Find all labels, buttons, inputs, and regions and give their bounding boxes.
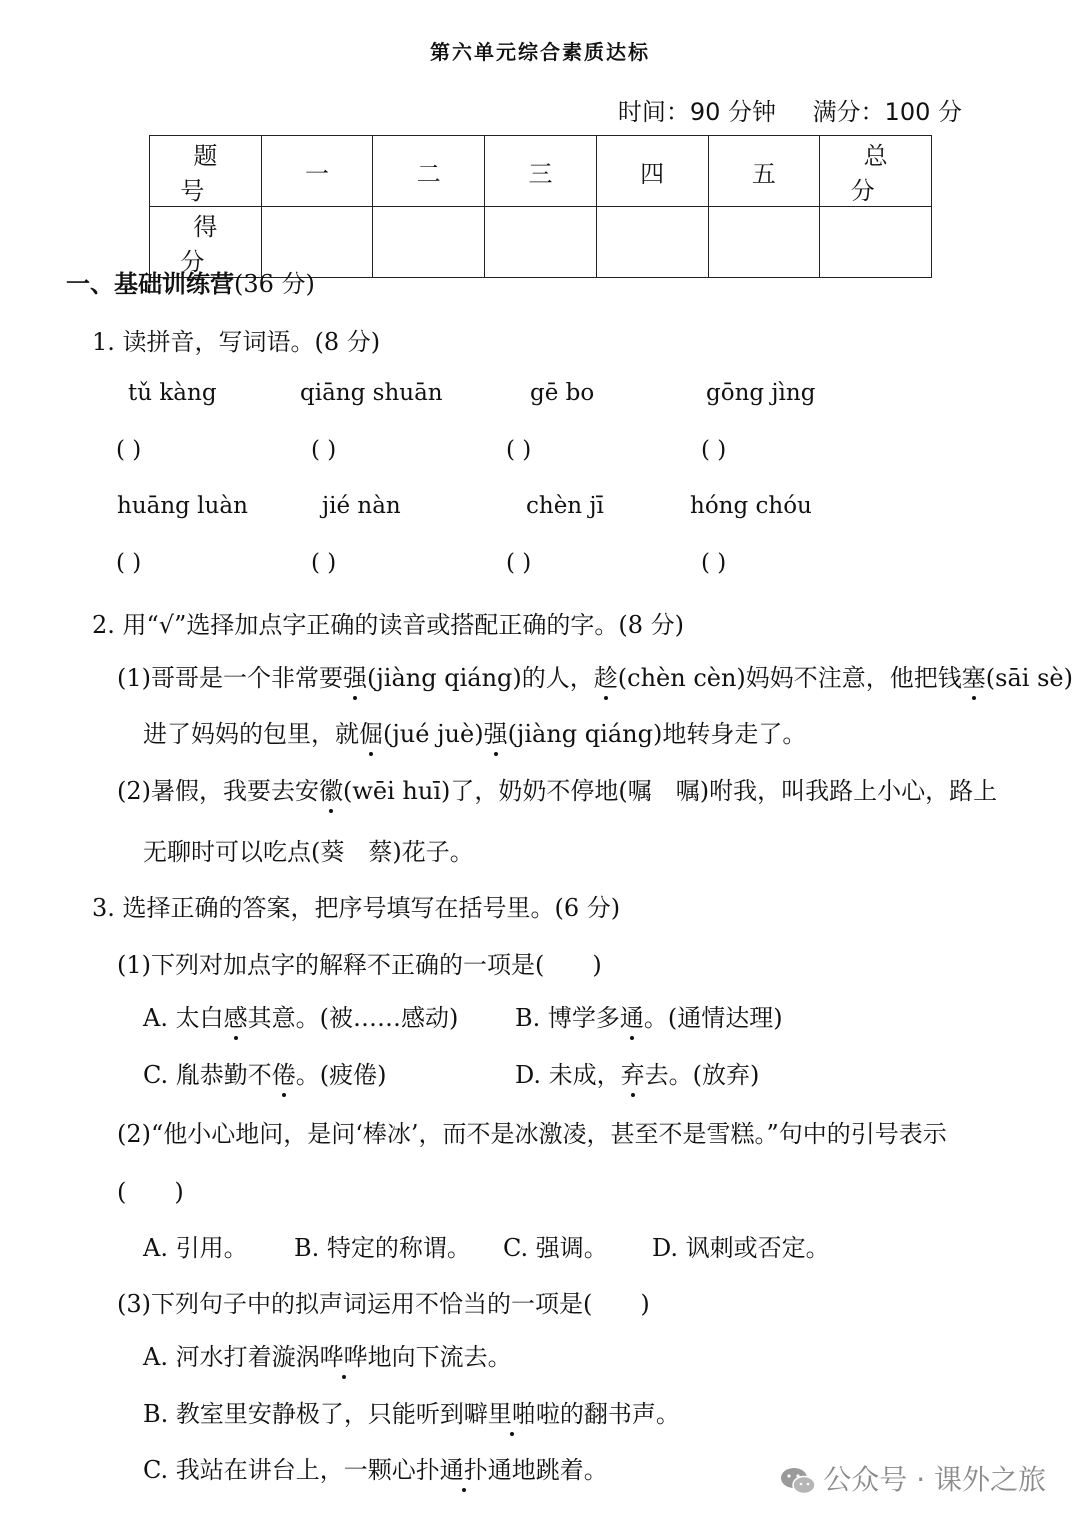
text: A. 河水打着漩涡	[143, 1343, 320, 1371]
wechat-icon	[779, 1466, 817, 1496]
header-cell: 一	[261, 136, 373, 207]
text: (jué juè)	[383, 720, 484, 748]
text: D. 未成，	[515, 1061, 621, 1089]
text: 。(疲倦)	[295, 1061, 387, 1089]
score-table-header-row	[150, 136, 932, 207]
text: (jiàng qiáng)的人，	[367, 664, 594, 692]
score-cell[interactable]	[485, 207, 597, 278]
q2-item2-line2: 无聊时可以吃点(葵 蔡)花子。	[143, 838, 474, 866]
time-label: 时间：90 分钟	[617, 98, 777, 126]
option-d[interactable]	[515, 1055, 759, 1090]
dotted-chars: 扑通扑通	[416, 1450, 512, 1485]
dotted-char: 弃	[621, 1055, 645, 1090]
text: 去。(放弃)	[644, 1061, 760, 1089]
q3-sub2-line2[interactable]: ( )	[117, 1178, 184, 1206]
text: 地跳着。	[511, 1456, 608, 1484]
dotted-char: 塞	[962, 658, 986, 693]
option-b[interactable]	[143, 1394, 680, 1429]
option-a[interactable]: A. 引用。	[143, 1234, 248, 1262]
q3-prompt: 3. 选择正确的答案，把序号填写在括号里。(6 分)	[92, 894, 621, 922]
score-cell[interactable]	[596, 207, 708, 278]
pinyin: tǔ kàng	[128, 380, 217, 406]
answer-blank[interactable]: ( )	[701, 437, 727, 463]
text: 地向下流去。	[367, 1343, 512, 1371]
dotted-char: 感	[224, 998, 248, 1033]
score-table	[149, 135, 932, 278]
score-row-label: 得分	[150, 207, 262, 278]
text: (2)暑假，我要去安	[117, 777, 319, 805]
pinyin: jié nàn	[322, 493, 401, 519]
header-cell: 题号	[150, 136, 262, 207]
dotted-char: 倔	[359, 714, 383, 749]
pinyin: gē bo	[530, 380, 595, 406]
answer-blank[interactable]: ( )	[311, 550, 337, 576]
dotted-char: 趁	[594, 658, 618, 693]
header-cell: 总分	[820, 136, 932, 207]
section-heading	[66, 264, 315, 299]
answer-blank[interactable]: ( )	[506, 437, 532, 463]
text: (1)哥哥是一个非常要	[117, 664, 343, 692]
dotted-char: 通	[620, 998, 644, 1033]
dotted-char: 强	[343, 658, 367, 693]
answer-blank[interactable]: ( )	[701, 550, 727, 576]
text: (chèn cèn)妈妈不注意，他把钱	[617, 664, 962, 692]
text: (wēi huī)了，奶奶不停地(嘱 嘱)咐我，叫我路上小心，路上	[343, 777, 998, 805]
answer-blank[interactable]: ( )	[116, 437, 142, 463]
text: 进了妈妈的包里，就	[143, 720, 359, 748]
dotted-char: 倦	[272, 1055, 296, 1090]
pinyin: hóng chóu	[690, 493, 812, 519]
dotted-chars: 哗哗	[320, 1337, 368, 1372]
score-cell[interactable]	[820, 207, 932, 278]
text: (sāi sè)	[985, 664, 1073, 692]
option-c[interactable]: C. 强调。	[503, 1234, 608, 1262]
pinyin: chèn jī	[526, 493, 604, 519]
header-cell: 五	[708, 136, 820, 207]
option-a[interactable]	[143, 1337, 512, 1372]
text: A. 太白	[143, 1004, 224, 1032]
full-score-label: 满分：100 分	[812, 98, 962, 126]
q3-sub1: (1)下列对加点字的解释不正确的一项是( )	[117, 951, 602, 979]
pinyin: gōng jìng	[706, 380, 816, 406]
dotted-char: 徽	[319, 771, 343, 806]
q1-prompt: 1. 读拼音，写词语。(8 分)	[92, 328, 381, 356]
text: B. 教室里安静极了，只能听到	[143, 1400, 464, 1428]
header-cell: 二	[373, 136, 485, 207]
watermark	[779, 1458, 1046, 1498]
watermark-text: 公众号 · 课外之旅	[823, 1463, 1046, 1496]
q2-item1-line1	[117, 658, 1073, 693]
q2-item2-line1	[117, 771, 997, 806]
option-a[interactable]	[143, 998, 458, 1033]
exam-meta	[612, 92, 962, 127]
option-b[interactable]: B. 特定的称谓。	[294, 1234, 471, 1262]
option-b[interactable]	[515, 998, 783, 1033]
header-cell: 三	[485, 136, 597, 207]
score-cell[interactable]	[373, 207, 485, 278]
header-cell: 四	[596, 136, 708, 207]
option-c[interactable]	[143, 1450, 608, 1485]
pinyin: huāng luàn	[117, 493, 248, 519]
text: 其意。(被……感动)	[247, 1004, 459, 1032]
text: C. 胤恭勤不	[143, 1061, 272, 1089]
score-cell[interactable]	[708, 207, 820, 278]
pinyin: qiāng shuān	[300, 380, 443, 406]
q2-prompt: 2. 用“√”选择加点字正确的读音或搭配正确的字。(8 分)	[92, 611, 684, 639]
q2-item1-line2	[143, 714, 806, 749]
q3-sub2-line1: (2)“他小心地问，是问‘棒冰’，而不是冰激凌，甚至不是雪糕。”句中的引号表示	[117, 1120, 947, 1148]
answer-blank[interactable]: ( )	[311, 437, 337, 463]
text: B. 博学多	[515, 1004, 620, 1032]
text: 。(通情达理)	[643, 1004, 783, 1032]
text: 的翻书声。	[559, 1400, 680, 1428]
page-title: 第六单元综合素质达标	[430, 40, 650, 64]
text: C. 我站在讲台上，一颗心	[143, 1456, 416, 1484]
section-points: (36 分)	[234, 270, 315, 298]
answer-blank[interactable]: ( )	[116, 550, 142, 576]
q3-sub3: (3)下列句子中的拟声词运用不恰当的一项是( )	[117, 1290, 650, 1318]
text: (jiàng qiáng)地转身走了。	[507, 720, 807, 748]
dotted-chars: 噼里啪啦	[464, 1394, 560, 1429]
option-c[interactable]	[143, 1055, 387, 1090]
option-d[interactable]: D. 讽刺或否定。	[652, 1234, 830, 1262]
answer-blank[interactable]: ( )	[506, 550, 532, 576]
dotted-char: 强	[484, 714, 508, 749]
section-title: 一、基础训练营	[66, 270, 234, 298]
